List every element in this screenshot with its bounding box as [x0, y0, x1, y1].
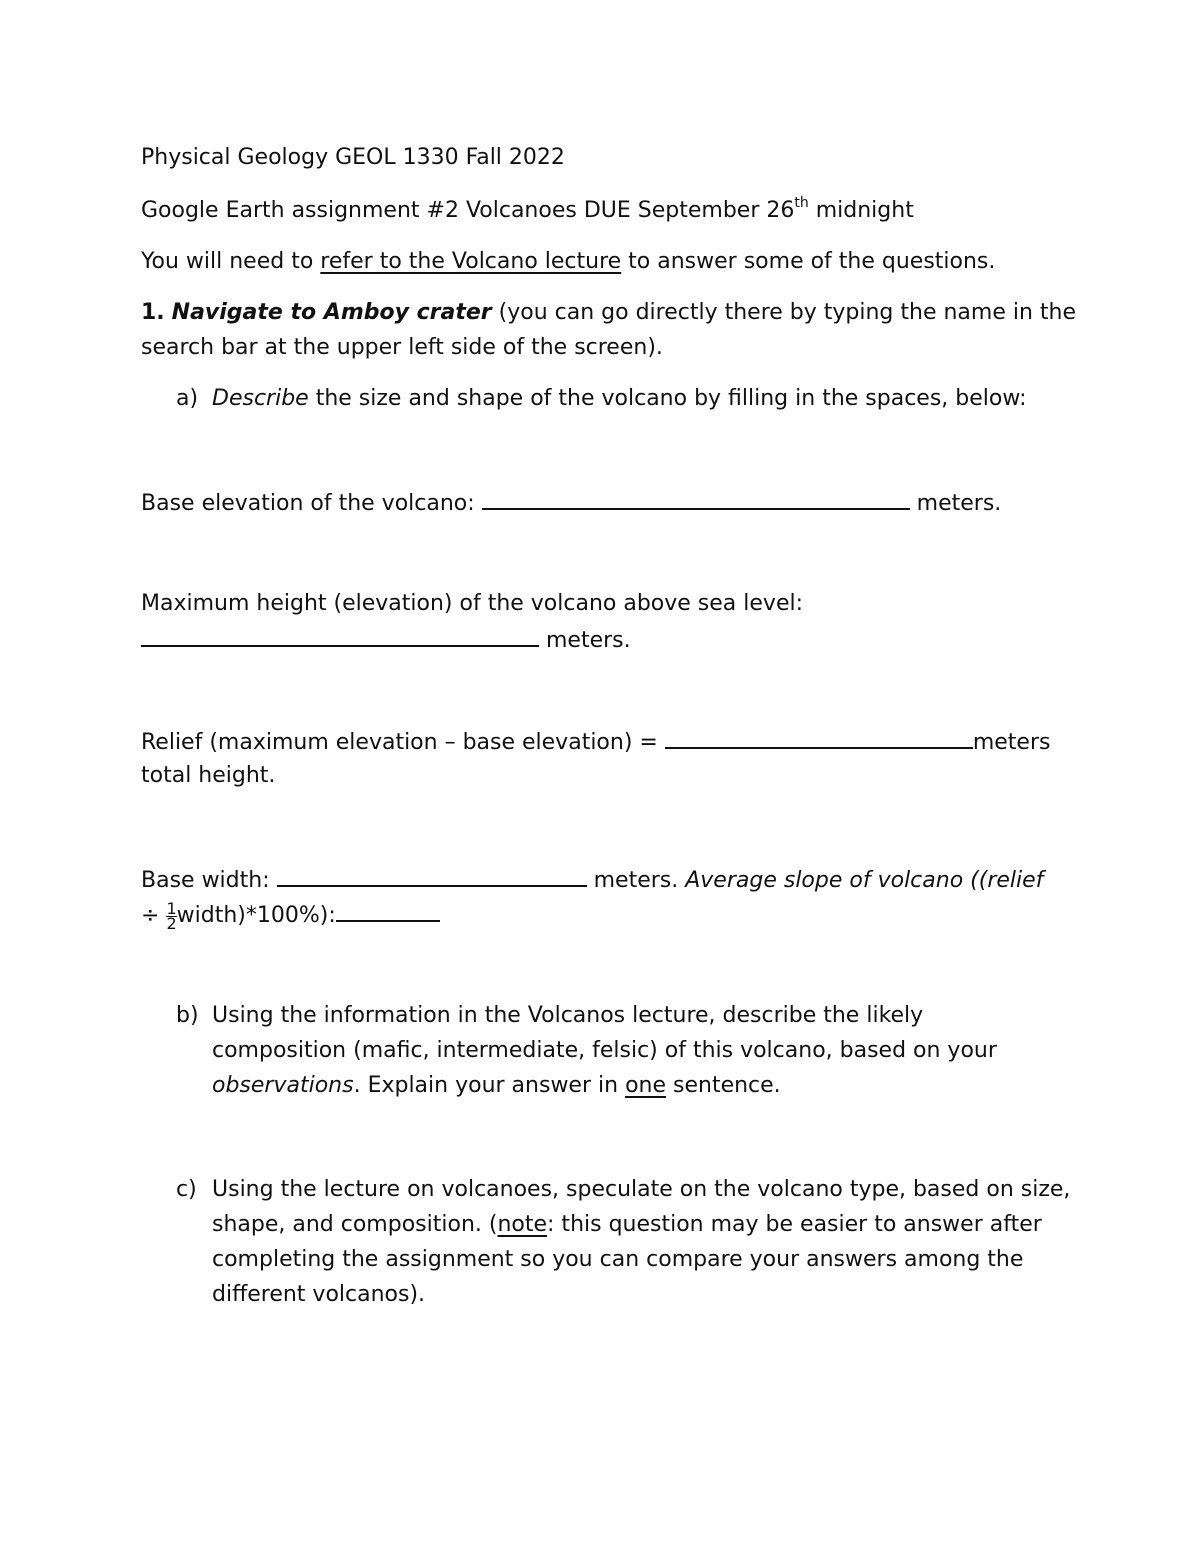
assignment-title: Google Earth assignment #2 Volcanoes DUE September 26th midnight [141, 194, 914, 223]
base-width-blank[interactable] [277, 861, 587, 887]
one-half-fraction: $\frac{1}{2}$ [166, 898, 177, 933]
q1a-text: Describe the size and shape of the volcano by filling in the spaces, below: [212, 386, 1027, 411]
max-height-answer-row: meters. [141, 621, 631, 658]
lecture-note: You will need to refer to the Volcano lecture to answer some of the questions. [141, 249, 996, 274]
q1c-label: c) [176, 1177, 197, 1202]
q1b-line-2: composition (mafic, intermediate, felsic) of this volcano, based on your [212, 1038, 997, 1063]
q1-heading: 1. Navigate to Amboy crater (you can go directly there by typing the name in the [141, 300, 1077, 325]
q1-instructions: search bar at the upper left side of the screen). [141, 335, 663, 360]
relief-blank[interactable] [665, 723, 973, 749]
q1b-line-1: Using the information in the Volcanos lecture, describe the likely [212, 1003, 924, 1028]
course-title: Physical Geology GEOL 1330 Fall 2022 [141, 145, 565, 170]
base-elevation-row: Base elevation of the volcano: meters. [141, 484, 1001, 521]
q1c-line-3: completing the assignment so you can compare your answers among the [212, 1247, 1024, 1272]
max-height-blank[interactable] [141, 621, 539, 647]
lecture-reference: refer to the Volcano lecture [320, 249, 622, 274]
slope-blank[interactable] [336, 896, 440, 922]
q1b-label: b) [176, 1003, 199, 1028]
q1c-line-2: shape, and composition. (note: this question may be easier to answer after [212, 1212, 1042, 1237]
max-height-row: Maximum height (elevation) of the volcano above sea level: [141, 591, 804, 616]
relief-row-cont: total height. [141, 763, 276, 788]
q1c-line-1: Using the lecture on volcanoes, speculate on the volcano type, based on size, [212, 1177, 1071, 1202]
base-width-row: Base width: meters. Average slope of volcano ((relief [141, 861, 1043, 898]
q1b-line-3: observations. Explain your answer in one sentence. [212, 1073, 781, 1098]
q1a-label: a) [176, 386, 199, 411]
q1c-line-4: different volcanos). [212, 1282, 426, 1307]
slope-row: ÷ $\frac{1}{2}$ width)*100%): [141, 896, 440, 933]
base-elevation-blank[interactable] [482, 484, 910, 510]
relief-row: Relief (maximum elevation – base elevation) = meters [141, 723, 1050, 760]
